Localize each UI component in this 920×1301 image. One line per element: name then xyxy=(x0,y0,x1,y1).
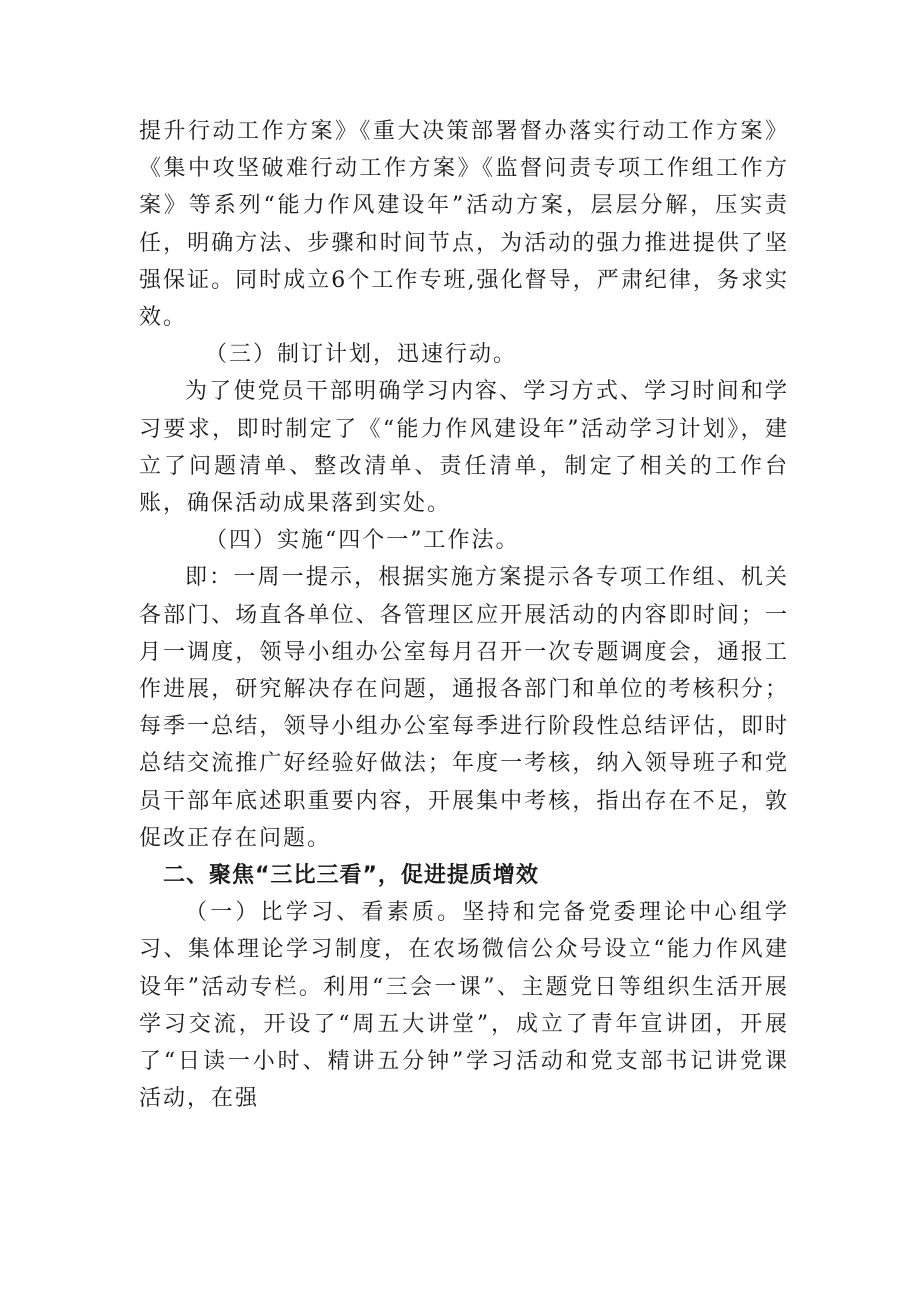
subsection-heading: （三）制订计划，迅速行动。 xyxy=(205,342,518,368)
body-paragraph: 为了使党员干部明确学习内容、学习方式、学习时间和学习要求，即时制定了《“能力作风建设年”活动学习计划》，建立了问题清单、整改清单、责任清单，制定了相关的工作台账，确保活动成果落到实处。 xyxy=(139,379,789,517)
section-heading: 二、聚焦“三比三看”，促进提质增效 xyxy=(163,863,539,889)
document-body xyxy=(139,113,789,1117)
body-paragraph: （一）比学习、看素质。坚持和完备党委理论中心组学习、集体理论学习制度，在农场微信公众号设立“能力作风建设年”活动专栏。利用“三会一课”、主题党日等组织生活开展学习交流，开设了“周五大讲堂”，成立了青年宣讲团，开展了“日读一小时、精讲五分钟”学习活动和党支部书记讲党课活动，在强 xyxy=(139,900,789,1112)
body-paragraph: 提升行动工作方案》《重大决策部署督办落实行动工作方案》《集中攻坚破难行动工作方案》《监督问责专项工作组工作方案》等系列“能力作风建设年”活动方案，层层分解，压实责任，明确方法、步骤和时间节点，为活动的强力推进提供了坚强保证。同时成立6个工作专班,强化督导，严肃纪律，务求实效。 xyxy=(139,119,789,331)
body-paragraph: 即：一周一提示，根据实施方案提示各专项工作组、机关各部门、场直各单位、各管理区应开展活动的内容即时间；一月一调度，领导小组办公室每月召开一次专题调度会，通报工作进展，研究解决存在问题，通报各部门和单位的考核积分；每季一总结，领导小组办公室每季进行阶段性总结评估，即时总结交流推广好经验好做法；年度一考核，纳入领导班子和党员干部年底述职重要内容，开展集中考核，指出存在不足，敦促改正存在问题。 xyxy=(139,565,789,851)
subsection-heading: （四）实施“四个一”工作法。 xyxy=(205,528,520,554)
